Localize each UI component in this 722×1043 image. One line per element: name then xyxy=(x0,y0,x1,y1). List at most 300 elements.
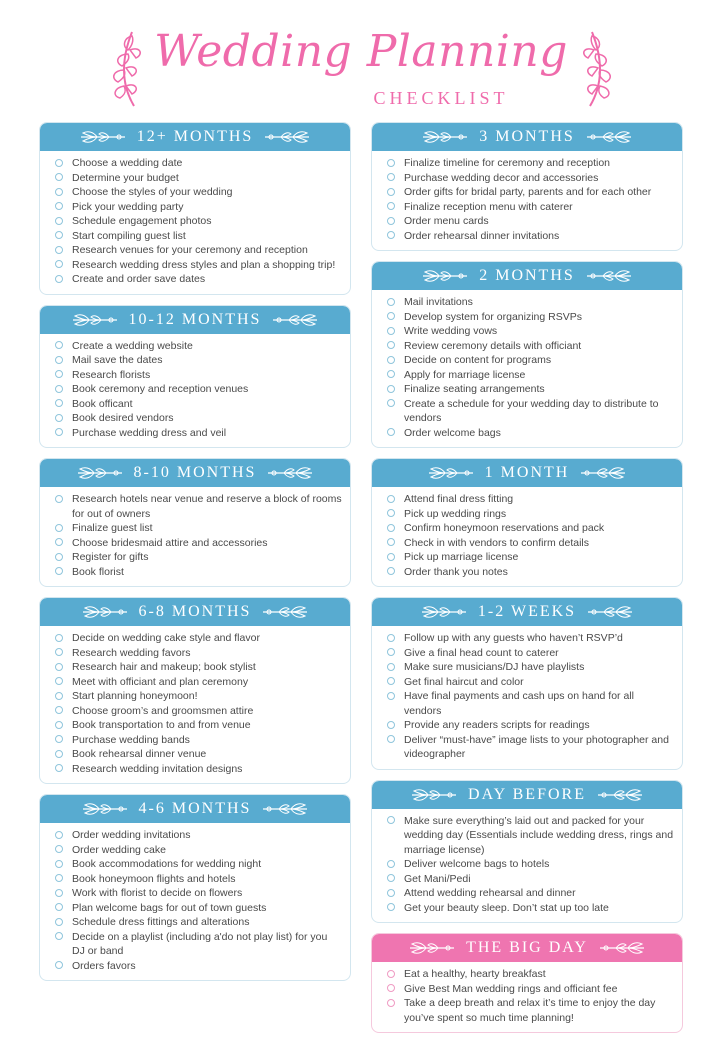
checklist-item-label: Plan welcome bags for out of town guests xyxy=(72,901,267,914)
checkbox-circle-icon[interactable] xyxy=(55,260,63,268)
checkbox-circle-icon[interactable] xyxy=(55,341,63,349)
checklist-item[interactable] xyxy=(387,901,674,916)
checklist-item-label: Create a schedule for your wedding day to distribute to vendors xyxy=(404,397,659,424)
checklist-item-label: Review ceremony details with officiant xyxy=(404,339,582,352)
leaf-ornament-left-icon xyxy=(76,465,124,481)
checklist-item-label: Order thank you notes xyxy=(404,565,508,578)
checklist-item[interactable] xyxy=(387,967,674,982)
section-header xyxy=(40,598,350,626)
checklist-item-label: Write wedding vows xyxy=(404,325,498,337)
checklist-item-label: Choose bridesmaid attire and accessories xyxy=(72,536,268,549)
checklist-item-label: Determine your budget xyxy=(72,171,179,184)
checklist-item-label: Get final haircut and color xyxy=(404,675,524,688)
checkbox-circle-icon[interactable] xyxy=(387,735,395,743)
checklist-item[interactable] xyxy=(55,747,342,762)
checklist-item[interactable] xyxy=(387,214,674,229)
checklist-item[interactable] xyxy=(55,397,342,412)
checklist xyxy=(40,626,350,783)
checklist-item-label: Develop system for organizing RSVPs xyxy=(404,310,582,323)
checklist-item-label: Research wedding favors xyxy=(72,646,191,659)
checklist-item[interactable] xyxy=(387,536,674,551)
section-title: 12+ MONTHS xyxy=(136,128,254,145)
checklist-item-label: Book rehearsal dinner venue xyxy=(72,748,207,760)
checkbox-circle-icon[interactable] xyxy=(55,845,63,853)
checkbox-circle-icon[interactable] xyxy=(55,634,63,642)
checklist-item-label: Attend final dress fitting xyxy=(404,493,514,505)
section-title: 4-6 MONTHS xyxy=(138,800,252,817)
checklist xyxy=(372,626,682,769)
checkbox-circle-icon[interactable] xyxy=(387,816,395,824)
checkbox-circle-icon[interactable] xyxy=(55,860,63,868)
checklist-item[interactable] xyxy=(387,660,674,675)
leaf-ornament-right-icon xyxy=(261,801,309,817)
checklist-item-label: Book ceremony and reception venues xyxy=(72,383,249,395)
section-header xyxy=(40,459,350,487)
checklist-item-label: Give a final head count to caterer xyxy=(404,646,559,659)
checkbox-circle-icon[interactable] xyxy=(387,970,395,978)
checklist-item[interactable] xyxy=(387,368,674,383)
checklist-item[interactable] xyxy=(55,915,342,930)
checklist-item[interactable] xyxy=(55,258,342,273)
section-title: 8-10 MONTHS xyxy=(133,464,257,481)
checklist-item-label: Pick your wedding party xyxy=(72,200,184,213)
right-column xyxy=(371,122,683,1043)
checklist-item-label: Purchase wedding dress and veil xyxy=(72,426,227,439)
section-header xyxy=(40,795,350,823)
checkbox-circle-icon[interactable] xyxy=(387,663,395,671)
section-8-10-months xyxy=(39,458,351,587)
checklist-item[interactable] xyxy=(55,382,342,397)
checklist-item[interactable] xyxy=(55,353,342,368)
checkbox-circle-icon[interactable] xyxy=(55,370,63,378)
checklist-item-label: Pick up wedding rings xyxy=(404,507,507,520)
checklist-item[interactable] xyxy=(387,689,674,718)
checklist-item[interactable] xyxy=(55,872,342,887)
checklist-item-label: Book accommodations for wedding night xyxy=(72,858,262,870)
checklist-item[interactable] xyxy=(387,324,674,339)
checklist-item-label: Confirm honeymoon reservations and pack xyxy=(404,522,605,534)
checklist-item-label: Start planning honeymoon! xyxy=(72,690,198,702)
section-4-6-months xyxy=(39,794,351,981)
checkbox-circle-icon[interactable] xyxy=(55,356,63,364)
checklist-item[interactable] xyxy=(55,368,342,383)
section-title: 6-8 MONTHS xyxy=(138,603,252,620)
section-header xyxy=(40,123,350,151)
checklist-item-label: Research wedding dress styles and plan a shopping trip! xyxy=(72,258,336,271)
leaf-ornament-right-icon xyxy=(271,312,319,328)
checklist-item-label: Finalize reception menu with caterer xyxy=(404,200,573,213)
checklist-item-label: Book officant xyxy=(72,397,133,410)
checklist-item-label: Research venues for your ceremony and reception xyxy=(72,244,308,256)
checkbox-circle-icon[interactable] xyxy=(55,903,63,911)
checklist-item[interactable] xyxy=(387,507,674,522)
page-subtitle: CHECKLIST xyxy=(373,88,509,108)
checkbox-circle-icon[interactable] xyxy=(387,677,395,685)
leaf-ornament-left-icon xyxy=(421,268,469,284)
checkbox-circle-icon[interactable] xyxy=(55,567,63,575)
checklist-item[interactable] xyxy=(55,646,342,661)
section-header xyxy=(372,934,682,962)
checkbox-circle-icon[interactable] xyxy=(387,217,395,225)
checklist-item-label: Check in with vendors to confirm details xyxy=(404,536,589,549)
checkbox-circle-icon[interactable] xyxy=(55,648,63,656)
checklist-item-label: Research wedding invitation designs xyxy=(72,762,243,775)
checkbox-circle-icon[interactable] xyxy=(55,188,63,196)
checkbox-circle-icon[interactable] xyxy=(55,961,63,969)
checkbox-circle-icon[interactable] xyxy=(55,538,63,546)
checklist xyxy=(40,151,350,294)
checklist-item[interactable] xyxy=(387,550,674,565)
checklist-item[interactable] xyxy=(55,550,342,565)
checklist-item[interactable] xyxy=(55,171,342,186)
checklist xyxy=(40,334,350,448)
checklist xyxy=(372,809,682,923)
checklist xyxy=(372,487,682,586)
leaf-ornament-right-icon xyxy=(596,787,644,803)
section-1-2-weeks xyxy=(371,597,683,770)
checklist-item[interactable] xyxy=(387,733,674,762)
checklist-item-label: Deliver welcome bags to hotels xyxy=(404,858,550,870)
section-10-12-months xyxy=(39,305,351,449)
header xyxy=(0,18,722,118)
checklist-item-label: Order menu cards xyxy=(404,215,489,227)
checkbox-circle-icon[interactable] xyxy=(55,495,63,503)
checklist xyxy=(372,962,682,1032)
checklist-item[interactable] xyxy=(55,536,342,551)
checklist-item-label: Take a deep breath and relax it’s time to enjoy the day you’ve spent so much time planning! xyxy=(404,997,656,1024)
checklist-item-label: Order rehearsal dinner invitations xyxy=(404,229,560,242)
checklist-item[interactable] xyxy=(55,689,342,704)
checklist-item-label: Decide on content for programs xyxy=(404,354,552,366)
checklist-item[interactable] xyxy=(55,886,342,901)
checkbox-circle-icon[interactable] xyxy=(55,159,63,167)
checklist-item[interactable] xyxy=(387,631,674,646)
checklist-item-label: Order wedding invitations xyxy=(72,829,191,841)
checkbox-circle-icon[interactable] xyxy=(55,874,63,882)
section-header xyxy=(372,781,682,809)
section-header xyxy=(372,598,682,626)
leaf-ornament-right-icon xyxy=(585,129,633,145)
checklist-item-label: Mail save the dates xyxy=(72,354,163,366)
section-title: DAY BEFORE xyxy=(468,785,586,803)
checkbox-circle-icon[interactable] xyxy=(387,524,395,532)
checkbox-circle-icon[interactable] xyxy=(387,370,395,378)
checkbox-circle-icon[interactable] xyxy=(55,414,63,422)
checkbox-circle-icon[interactable] xyxy=(387,188,395,196)
checklist-item-label: Book desired vendors xyxy=(72,412,174,424)
checkbox-circle-icon[interactable] xyxy=(387,399,395,407)
checklist-item[interactable] xyxy=(387,565,674,580)
checklist-item[interactable] xyxy=(55,200,342,215)
checkbox-circle-icon[interactable] xyxy=(387,903,395,911)
checklist-item[interactable] xyxy=(55,272,342,287)
section-header xyxy=(372,262,682,290)
checklist-item[interactable] xyxy=(387,353,674,368)
checkbox-circle-icon[interactable] xyxy=(55,677,63,685)
checklist-item[interactable] xyxy=(387,426,674,441)
checklist-item-label: Book florist xyxy=(72,565,124,578)
checklist-item-label: Apply for marriage license xyxy=(404,368,526,381)
checklist-item[interactable] xyxy=(387,675,674,690)
checklist-item-label: Schedule engagement photos xyxy=(72,215,212,227)
checklist-item-label: Research hair and makeup; book stylist xyxy=(72,661,256,673)
checklist-item[interactable] xyxy=(55,339,342,354)
section-title: 2 MONTHS xyxy=(479,267,575,284)
leaf-ornament-left-icon xyxy=(71,312,119,328)
section-title: 1-2 WEEKS xyxy=(477,603,577,620)
checkbox-circle-icon[interactable] xyxy=(387,385,395,393)
checkbox-circle-icon[interactable] xyxy=(55,735,63,743)
checkbox-circle-icon[interactable] xyxy=(387,648,395,656)
section-title: 10-12 MONTHS xyxy=(128,310,262,328)
checkbox-circle-icon[interactable] xyxy=(55,173,63,181)
checkbox-circle-icon[interactable] xyxy=(55,764,63,772)
checklist-item[interactable] xyxy=(387,718,674,733)
checkbox-circle-icon[interactable] xyxy=(387,327,395,335)
section-1-month xyxy=(371,458,683,587)
checklist-item-label: Create and order save dates xyxy=(72,273,206,285)
checklist-item-label: Order welcome bags xyxy=(404,426,501,439)
checklist-item[interactable] xyxy=(387,310,674,325)
checkbox-circle-icon[interactable] xyxy=(55,275,63,283)
checklist-item-label: Have final payments and cash ups on hand for all vendors xyxy=(404,690,634,717)
checklist-item-label: Finalize timeline for ceremony and reception xyxy=(404,157,611,169)
checklist-item-label: Deliver “must-have” image lists to your photographer and videographer xyxy=(404,733,669,760)
checklist-item-label: Meet with officiant and plan ceremony xyxy=(72,675,249,688)
checkbox-circle-icon[interactable] xyxy=(55,217,63,225)
checklist-item-label: Get your beauty sleep. Don’t stat up too late xyxy=(404,901,609,914)
leaf-ornament-left-icon xyxy=(427,465,475,481)
checklist-item[interactable] xyxy=(387,982,674,997)
checkbox-circle-icon[interactable] xyxy=(55,706,63,714)
checklist-item[interactable] xyxy=(55,959,342,974)
section-title: THE BIG DAY xyxy=(466,939,588,956)
section-header xyxy=(372,459,682,487)
checkbox-circle-icon[interactable] xyxy=(55,831,63,839)
checklist-item-label: Finalize seating arrangements xyxy=(404,383,545,395)
checklist-item-label: Work with florist to decide on flowers xyxy=(72,887,243,899)
checklist-item-label: Create a wedding website xyxy=(72,339,193,352)
checklist-item[interactable] xyxy=(55,828,342,843)
checkbox-circle-icon[interactable] xyxy=(387,202,395,210)
checklist-item[interactable] xyxy=(55,733,342,748)
checkbox-circle-icon[interactable] xyxy=(387,356,395,364)
checklist-item[interactable] xyxy=(387,814,674,858)
checklist-item[interactable] xyxy=(387,382,674,397)
leaf-ornament-left-icon xyxy=(410,787,458,803)
checklist-item-label: Choose a wedding date xyxy=(72,157,183,169)
checkbox-circle-icon[interactable] xyxy=(387,874,395,882)
checklist-item-label: Attend wedding rehearsal and dinner xyxy=(404,887,576,899)
checklist xyxy=(40,487,350,586)
checklist-item-label: Decide on a playlist (including a'do not play list) for you DJ or band xyxy=(72,930,328,957)
leaf-ornament-right-icon xyxy=(586,604,634,620)
checkbox-circle-icon[interactable] xyxy=(387,538,395,546)
checklist-item[interactable] xyxy=(387,646,674,661)
checkbox-circle-icon[interactable] xyxy=(387,692,395,700)
checklist xyxy=(372,151,682,250)
leaf-ornament-left-icon xyxy=(421,129,469,145)
leaf-ornament-left-icon xyxy=(81,801,129,817)
checklist-item[interactable] xyxy=(387,857,674,872)
left-column xyxy=(39,122,351,991)
checklist-item-label: Research florists xyxy=(72,368,151,381)
checklist-item[interactable] xyxy=(55,565,342,580)
checklist-item[interactable] xyxy=(55,229,342,244)
checkbox-circle-icon[interactable] xyxy=(55,399,63,407)
checkbox-circle-icon[interactable] xyxy=(55,385,63,393)
checklist-item[interactable] xyxy=(55,901,342,916)
checkbox-circle-icon[interactable] xyxy=(55,553,63,561)
checklist-item[interactable] xyxy=(55,492,342,521)
checklist-item[interactable] xyxy=(387,185,674,200)
leaf-ornament-right-icon xyxy=(585,268,633,284)
checkbox-circle-icon[interactable] xyxy=(387,159,395,167)
section-title: 1 MONTH xyxy=(484,464,570,481)
checkbox-circle-icon[interactable] xyxy=(55,721,63,729)
checklist-item-label: Eat a healthy, hearty breakfast xyxy=(404,968,546,980)
checklist-item-label: Order gifts for bridal party, parents and for each other xyxy=(404,186,652,198)
section-6-8-months xyxy=(39,597,351,784)
checklist-item[interactable] xyxy=(55,660,342,675)
checklist-item[interactable] xyxy=(387,229,674,244)
section-2-months xyxy=(371,261,683,448)
checklist-item[interactable] xyxy=(387,492,674,507)
leaf-ornament-left-icon xyxy=(420,604,468,620)
checkbox-circle-icon[interactable] xyxy=(55,524,63,532)
checkbox-circle-icon[interactable] xyxy=(387,860,395,868)
section-12-months xyxy=(39,122,351,295)
checklist-item-label: Pick up marriage license xyxy=(404,551,519,563)
checklist-item-label: Mail invitations xyxy=(404,296,473,308)
checklist-item-label: Choose groom’s and groomsmen attire xyxy=(72,704,254,717)
checklist-item-label: Decide on wedding cake style and flavor xyxy=(72,632,260,644)
checkbox-circle-icon[interactable] xyxy=(55,889,63,897)
checkbox-circle-icon[interactable] xyxy=(387,889,395,897)
section-big-day xyxy=(371,933,683,1033)
checklist-item[interactable] xyxy=(387,156,674,171)
checklist-item[interactable] xyxy=(55,718,342,733)
checkbox-circle-icon[interactable] xyxy=(55,428,63,436)
checklist-item-label: Purchase wedding decor and accessories xyxy=(404,171,599,184)
checklist-item-label: Provide any readers scripts for readings xyxy=(404,719,590,731)
checklist-item[interactable] xyxy=(55,675,342,690)
checklist-item-label: Book transportation to and from venue xyxy=(72,719,251,731)
section-header xyxy=(40,306,350,334)
checklist-item[interactable] xyxy=(387,872,674,887)
checkbox-circle-icon[interactable] xyxy=(55,750,63,758)
checklist-item-label: Start compiling guest list xyxy=(72,229,186,242)
section-title: 3 MONTHS xyxy=(479,128,575,145)
checklist-item[interactable] xyxy=(387,295,674,310)
section-day-before xyxy=(371,780,683,924)
section-header xyxy=(372,123,682,151)
checklist-item[interactable] xyxy=(55,704,342,719)
checkbox-circle-icon[interactable] xyxy=(387,999,395,1007)
checklist-item-label: Make sure everything’s laid out and packed for your wedding day (Essentials include wedding dress, rings and marriage license) xyxy=(404,814,674,856)
checkbox-circle-icon[interactable] xyxy=(387,984,395,992)
checklist-item-label: Finalize guest list xyxy=(72,522,153,534)
checklist-item[interactable] xyxy=(387,521,674,536)
checklist-item[interactable] xyxy=(55,214,342,229)
checkbox-circle-icon[interactable] xyxy=(387,312,395,320)
checkbox-circle-icon[interactable] xyxy=(55,231,63,239)
checklist-item[interactable] xyxy=(387,886,674,901)
checklist-item[interactable] xyxy=(55,843,342,858)
checkbox-circle-icon[interactable] xyxy=(55,692,63,700)
checklist-item-label: Follow up with any guests who haven’t RSVP’d xyxy=(404,632,623,644)
leaf-ornament-right-icon xyxy=(261,604,309,620)
checklist-item[interactable] xyxy=(55,857,342,872)
checklist-item[interactable] xyxy=(387,996,674,1025)
leaf-ornament-right-icon xyxy=(263,129,311,145)
leaf-ornament-left-icon xyxy=(81,604,129,620)
checklist-item[interactable] xyxy=(387,171,674,186)
checklist-item[interactable] xyxy=(55,243,342,258)
checklist-item[interactable] xyxy=(55,185,342,200)
checkbox-circle-icon[interactable] xyxy=(387,553,395,561)
checkbox-circle-icon[interactable] xyxy=(55,202,63,210)
checklist xyxy=(40,823,350,980)
checkbox-circle-icon[interactable] xyxy=(55,663,63,671)
checklist-item-label: Register for gifts xyxy=(72,551,149,563)
checkbox-circle-icon[interactable] xyxy=(387,231,395,239)
checkbox-circle-icon[interactable] xyxy=(387,341,395,349)
checkbox-circle-icon[interactable] xyxy=(387,495,395,503)
checklist-item[interactable] xyxy=(387,397,674,426)
checkbox-circle-icon[interactable] xyxy=(387,509,395,517)
leaf-ornament-right-icon xyxy=(266,465,314,481)
leaf-ornament-right-icon xyxy=(579,465,627,481)
checkbox-circle-icon[interactable] xyxy=(55,932,63,940)
checklist-item-label: Choose the styles of your wedding xyxy=(72,186,233,198)
checklist-item-label: Get Mani/Pedi xyxy=(404,872,471,885)
checklist-item[interactable] xyxy=(55,762,342,777)
checkbox-circle-icon[interactable] xyxy=(387,567,395,575)
checklist-item-label: Schedule dress fittings and alterations xyxy=(72,916,250,928)
leaf-ornament-right-icon xyxy=(598,940,646,956)
page-title: Wedding Planning xyxy=(154,26,568,77)
leaf-ornament-left-icon xyxy=(408,940,456,956)
checklist-item[interactable] xyxy=(387,200,674,215)
checklist-item-label: Order wedding cake xyxy=(72,843,166,856)
checklist-item-label: Book honeymoon flights and hotels xyxy=(72,872,236,885)
checklist-item[interactable] xyxy=(55,521,342,536)
checklist-item[interactable] xyxy=(55,411,342,426)
checklist-item[interactable] xyxy=(387,339,674,354)
section-3-months xyxy=(371,122,683,251)
laurel-right-icon xyxy=(574,26,620,110)
checkbox-circle-icon[interactable] xyxy=(55,918,63,926)
checkbox-circle-icon[interactable] xyxy=(55,246,63,254)
checkbox-circle-icon[interactable] xyxy=(387,634,395,642)
checklist-item[interactable] xyxy=(55,426,342,441)
checklist-item[interactable] xyxy=(55,156,342,171)
checklist xyxy=(372,290,682,447)
checklist-item-label: Purchase wedding bands xyxy=(72,733,190,746)
checkbox-circle-icon[interactable] xyxy=(387,298,395,306)
checklist-item[interactable] xyxy=(55,631,342,646)
checklist-item-label: Research hotels near venue and reserve a block of rooms for out of owners xyxy=(72,493,342,520)
checklist-item-label: Give Best Man wedding rings and officiant fee xyxy=(404,982,618,995)
checklist-item-label: Make sure musicians/DJ have playlists xyxy=(404,661,585,673)
checkbox-circle-icon[interactable] xyxy=(387,428,395,436)
checkbox-circle-icon[interactable] xyxy=(387,721,395,729)
checklist-item-label: Orders favors xyxy=(72,959,136,972)
checkbox-circle-icon[interactable] xyxy=(387,173,395,181)
leaf-ornament-left-icon xyxy=(79,129,127,145)
checklist-item[interactable] xyxy=(55,930,342,959)
